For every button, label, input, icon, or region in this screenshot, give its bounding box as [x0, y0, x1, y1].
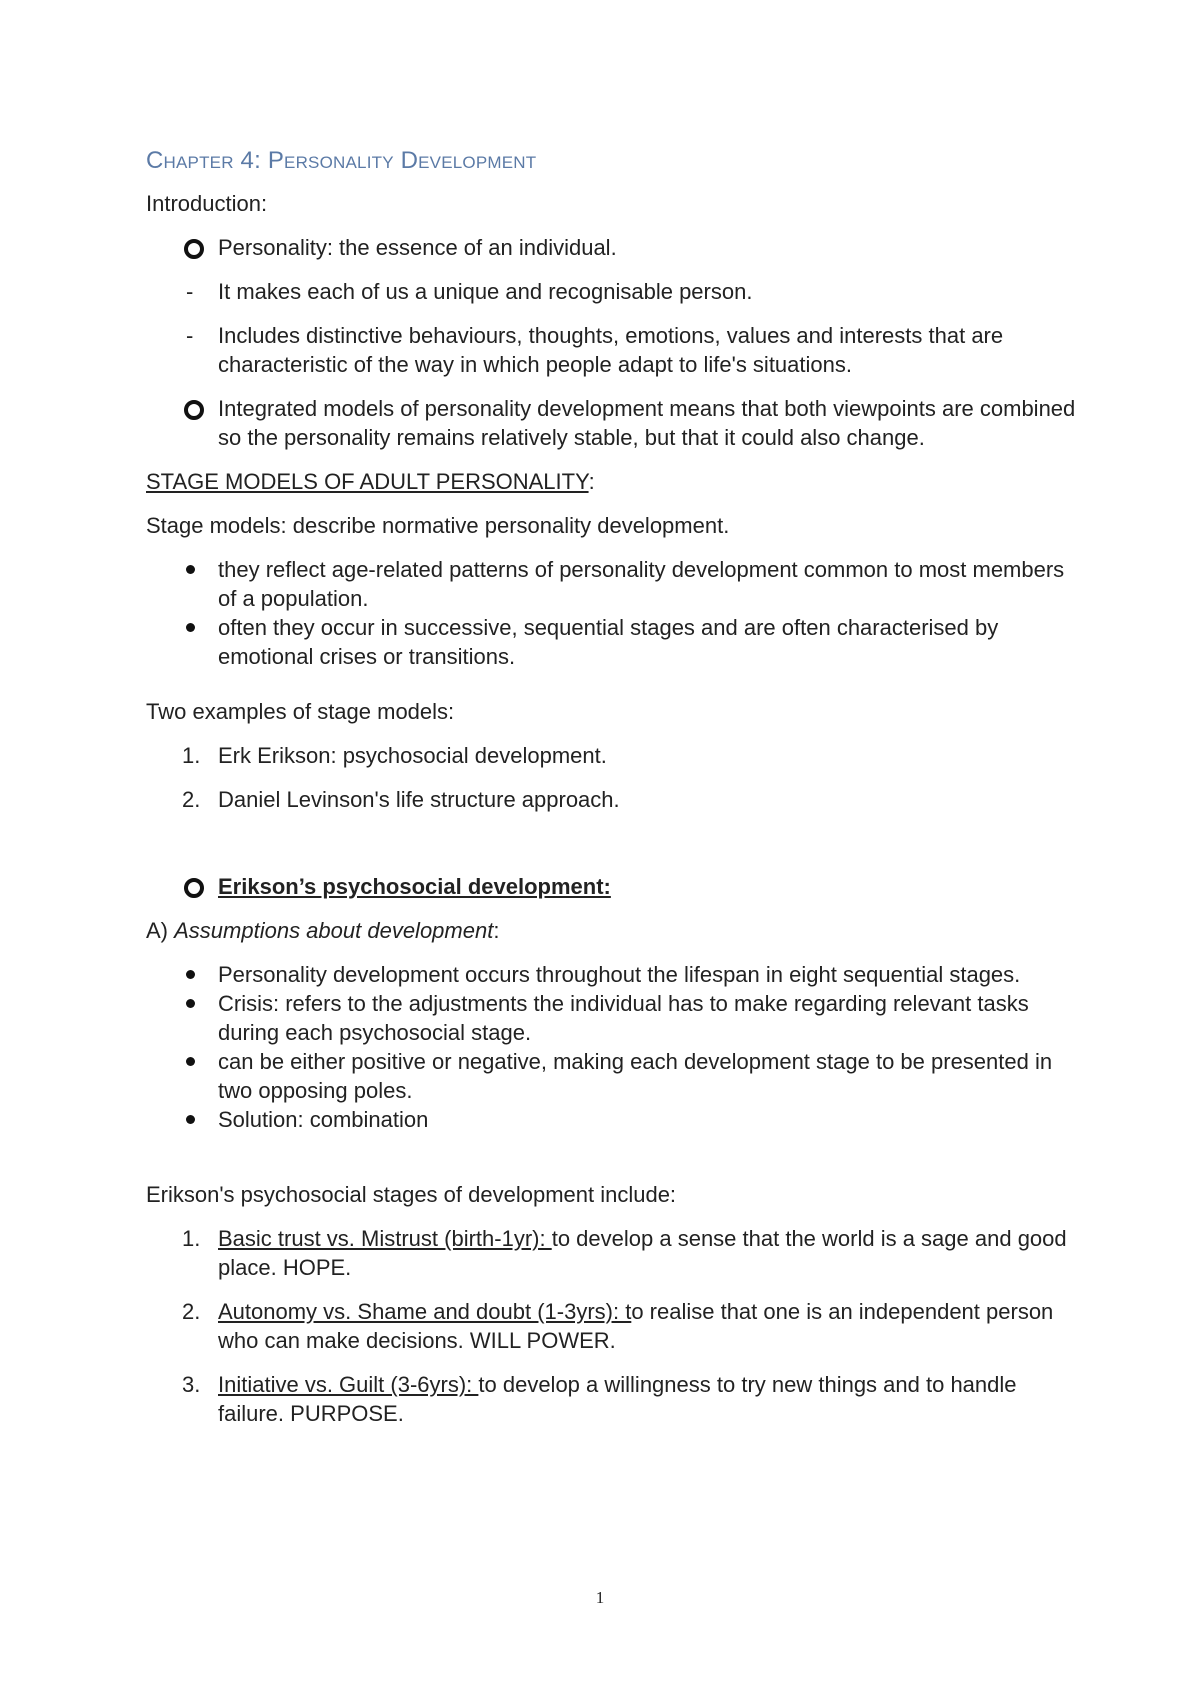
assumption-text: Crisis: refers to the adjustments the individual has to make regarding relevant tasks during each psychosocial stage.: [218, 991, 1029, 1045]
example-item: [146, 741, 1076, 770]
assumptions-label: Assumptions about development: [174, 918, 494, 943]
stage-bullet-text: often they occur in successive, sequential stages and are often characterised by emotional crises or transitions.: [218, 615, 999, 669]
ring-bullet-icon: [184, 878, 204, 898]
dot-bullet-icon: [186, 565, 195, 574]
stage-item: [146, 1297, 1076, 1355]
stage-text: o realise that one is an independent person who can make decisions. WILL POWER.: [218, 1299, 1054, 1353]
erikson-heading-text: Erikson’s psychosocial development:: [218, 874, 611, 899]
assumptions-colon: :: [493, 918, 500, 943]
ring-bullet-icon: [184, 239, 204, 259]
assumption-bullet: [146, 1047, 1076, 1105]
dot-bullet-icon: [186, 1057, 195, 1066]
intro-item-text: Integrated models of personality development means that both viewpoints are combined so the personality remains relatively stable, but that it could also change.: [218, 396, 1076, 450]
example-text: Daniel Levinson's life structure approach.: [218, 787, 620, 812]
ring-bullet-icon: [184, 400, 204, 420]
intro-item: [146, 277, 1076, 306]
assumption-text: can be either positive or negative, making each development stage to be presented in two opposing poles.: [218, 1049, 1053, 1103]
dash-bullet-icon: -: [186, 279, 194, 304]
stage-item: [146, 1370, 1076, 1428]
intro-heading: Introduction:: [146, 191, 268, 216]
intro-item-text: Includes distinctive behaviours, thoughts, emotions, values and interests that are characteristic of the way in which people adapt to life's situations.: [218, 323, 1004, 377]
assumptions-prefix: A): [146, 918, 175, 943]
stage-label: Autonomy vs. Shame and doubt (1-3yrs): t: [218, 1299, 632, 1324]
stage-bullet-text: they reflect age-related patterns of personality development common to most members of a population.: [218, 557, 1065, 611]
assumption-text: Personality development occurs throughout the lifespan in eight sequential stages.: [218, 962, 1021, 987]
assumption-bullet: [146, 989, 1076, 1047]
assumption-bullet: [146, 960, 1076, 989]
intro-item: [146, 233, 1076, 262]
assumption-text: Solution: combination: [218, 1107, 429, 1132]
stage-item: [146, 1224, 1076, 1282]
example-text: Erk Erikson: psychosocial development.: [218, 743, 607, 768]
assumptions-heading: [146, 916, 1076, 945]
erikson-heading: [146, 872, 1076, 901]
page-content: [146, 146, 1076, 1443]
stage-models-definition: Stage models: describe normative personality development.: [146, 513, 730, 538]
list-number: 2.: [182, 787, 201, 812]
intro-item-text: Personality: the essence of an individual.: [218, 235, 617, 260]
list-number: 1.: [182, 1226, 201, 1251]
stage-models-heading-text: STAGE MODELS OF ADULT PERSONALITY: [146, 469, 589, 494]
page-number: 1: [595, 1588, 605, 1607]
dot-bullet-icon: [186, 1115, 195, 1124]
intro-item-text: It makes each of us a unique and recognisable person.: [218, 279, 753, 304]
stage-bullet: [146, 555, 1076, 613]
list-number: 1.: [182, 743, 201, 768]
dot-bullet-icon: [186, 970, 195, 979]
example-item: [146, 785, 1076, 814]
chapter-title: Chapter 4: Personality Development: [146, 147, 537, 174]
dot-bullet-icon: [186, 623, 195, 632]
list-number: 3.: [182, 1372, 201, 1397]
stage-bullet: [146, 613, 1076, 671]
assumption-bullet: [146, 1105, 1076, 1134]
stage-label: Initiative vs. Guilt (3-6yrs):: [218, 1372, 479, 1397]
intro-item: [146, 321, 1076, 379]
stage-text: to develop a sense that the world is a sage and good place. HOPE.: [218, 1226, 1067, 1280]
stage-text: to develop a willingness to try new things and to handle failure. PURPOSE.: [218, 1372, 1017, 1426]
examples-heading: Two examples of stage models:: [146, 699, 455, 724]
dot-bullet-icon: [186, 999, 195, 1008]
dash-bullet-icon: -: [186, 323, 194, 348]
intro-item: [146, 394, 1076, 452]
stage-models-heading: [146, 467, 1076, 496]
list-number: 2.: [182, 1299, 201, 1324]
stage-label: Basic trust vs. Mistrust (birth-1yr):: [218, 1226, 552, 1251]
stages-heading: Erikson's psychosocial stages of development include:: [146, 1182, 677, 1207]
stage-models-heading-colon: :: [588, 469, 595, 494]
